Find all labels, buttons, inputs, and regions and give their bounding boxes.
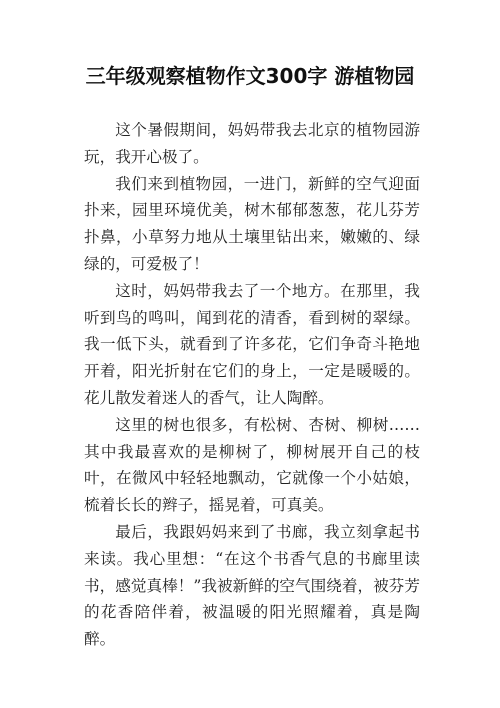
paragraph-2: 我们来到植物园，一进门，新鲜的空气迎面扑来，园里环境优美，树木郁郁葱葱，花儿芬芳扑鼻，小草努力地从土壤里钻出来，嫩嫩的、绿绿的，可爱极了！ [84, 174, 420, 273]
paragraph-4: 这里的树也很多，有松树、杏树、柳树……其中我最喜欢的是柳树了，柳树展开自己的枝叶，在微风中轻轻地飘动，它就像一个小姑娘，梳着长长的辫子，摇晃着，可真美。 [84, 415, 420, 515]
paragraph-5: 最后，我跟妈妈来到了书廊，我立刻拿起书来读。我心里想：“在这个书香气息的书廊里读书，感觉真棒！”我被新鲜的空气围绕着，被芬芳的花香陪伴着，被温暖的阳光照耀着，真是陶醉。 [84, 522, 420, 649]
page-title: 三年级观察植物作文300字 游植物园 [85, 64, 415, 88]
paragraph-3: 这时，妈妈带我去了一个地方。在那里，我听到鸟的鸣叫，闻到花的清香，看到树的翠绿。我一低下头，就看到了许多花，它们争奇斗艳地开着，阳光折射在它们的身上，一定是暖暖的。花儿散发着迷人的香气，让人陶醉。 [84, 281, 420, 407]
article-body [84, 117, 420, 653]
paragraph-1: 这个暑假期间，妈妈带我去北京的植物园游玩，我开心极了。 [84, 121, 420, 166]
